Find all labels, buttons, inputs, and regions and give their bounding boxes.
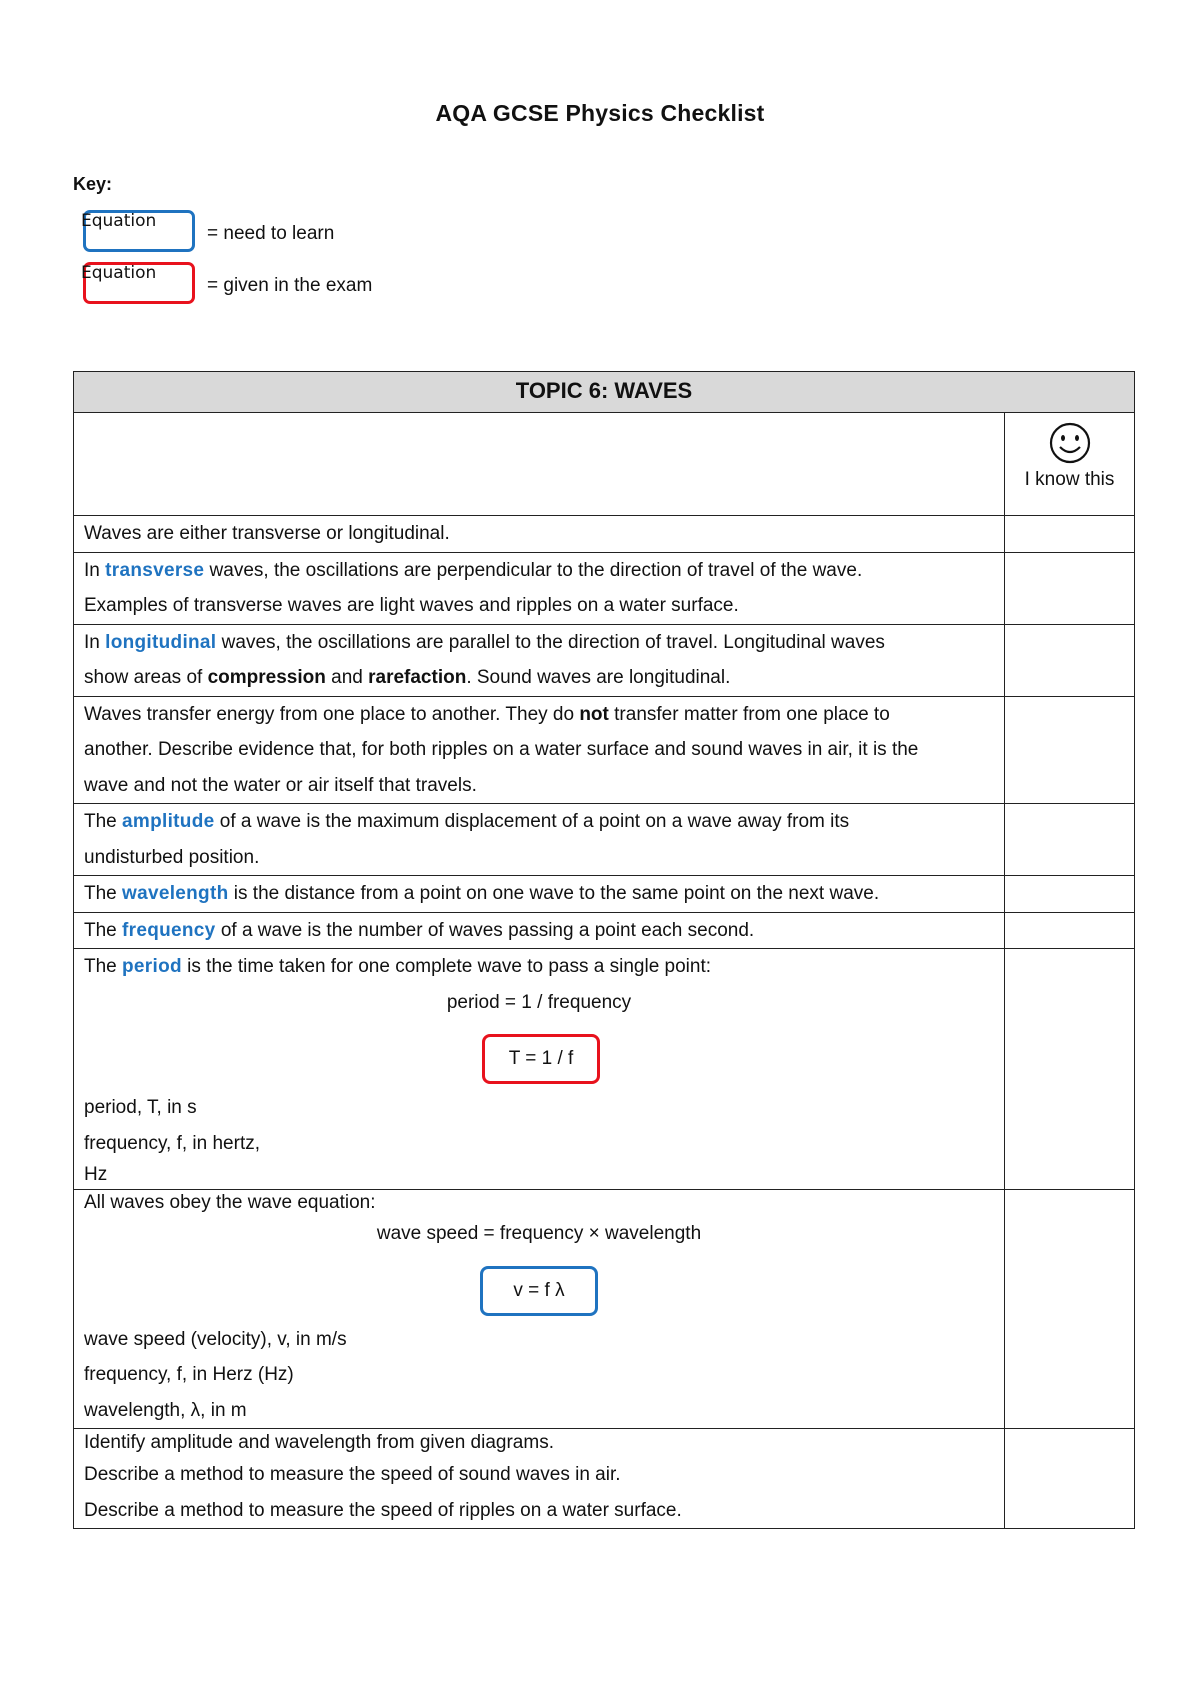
statement-line <box>84 660 994 696</box>
topic-title: TOPIC 6: WAVES <box>74 372 1135 413</box>
checklist-row <box>74 624 1135 696</box>
tick-checkbox-cell[interactable] <box>1005 516 1135 553</box>
checklist-row <box>74 1190 1135 1429</box>
text: In <box>84 559 106 581</box>
text: of a wave is the number of waves passing a point each second. <box>215 919 755 941</box>
key-box-label: Equation <box>81 263 157 283</box>
statement-line <box>84 804 994 840</box>
text: waves, the oscillations are perpendicular to the direction of travel of the wave. <box>204 559 863 581</box>
text: is the distance from a point on one wave to the same point on the next wave. <box>228 883 880 904</box>
tick-checkbox-cell[interactable] <box>1005 552 1135 624</box>
key-term: period <box>122 956 182 977</box>
statement-line: All waves obey the wave equation: <box>84 1192 376 1213</box>
text: The <box>84 811 123 832</box>
statement-cell <box>74 912 1005 949</box>
bold-term: rarefaction <box>368 667 467 688</box>
tick-checkbox-cell[interactable] <box>1005 876 1135 913</box>
tick-checkbox-cell[interactable] <box>1005 624 1135 696</box>
tick-checkbox-cell[interactable] <box>1005 1429 1135 1529</box>
statement-line <box>84 876 994 912</box>
unit-line: wavelength, λ, in m <box>84 1399 247 1421</box>
key-item-need-to-learn <box>83 210 483 256</box>
text: In <box>84 631 106 653</box>
text: The <box>84 919 123 941</box>
key-term: transverse <box>105 559 205 581</box>
unit-line: frequency, f, in hertz, <box>84 1132 261 1154</box>
checklist-row <box>74 876 1135 913</box>
key-term: frequency <box>122 919 216 941</box>
key-description: = need to learn <box>207 223 335 244</box>
statement-cell <box>74 876 1005 913</box>
smiley-icon <box>1048 421 1092 465</box>
statement-cell <box>74 624 1005 696</box>
key-item-given-in-exam <box>83 262 483 308</box>
statement-line: another. Describe evidence that, for both ripples on a water surface and sound waves in air, it is the <box>84 739 919 760</box>
statement-line <box>84 625 994 661</box>
statement-line: wave and not the water or air itself that travels. <box>84 774 477 796</box>
statement-header-cell <box>74 413 1005 516</box>
column-header-row <box>74 413 1135 516</box>
key-description: = given in the exam <box>207 275 373 296</box>
statement-line: Describe a method to measure the speed of sound waves in air. <box>84 1464 621 1485</box>
statement-cell <box>74 516 1005 553</box>
equation-box-given: T = 1 / f <box>482 1034 600 1084</box>
checklist-row <box>74 912 1135 949</box>
key-term: wavelength <box>122 883 229 904</box>
statement-line: undisturbed position. <box>84 846 260 868</box>
statement-cell <box>74 552 1005 624</box>
key-box-label: Equation <box>81 211 157 231</box>
equation-container <box>84 1252 994 1322</box>
text: of a wave is the maximum displacement of a point on a wave away from its <box>214 811 850 832</box>
checklist-row <box>74 516 1135 553</box>
key-term: longitudinal <box>105 631 217 653</box>
bold-term: compression <box>207 667 326 688</box>
statement-line: Examples of transverse waves are light waves and ripples on a water surface. <box>84 595 739 616</box>
unit-line: Hz <box>84 1164 108 1185</box>
checklist-row <box>74 1429 1135 1529</box>
topic-header-row <box>74 372 1135 413</box>
unit-line: wave speed (velocity), v, in m/s <box>84 1328 347 1350</box>
statement-cell <box>74 1190 1005 1429</box>
tick-checkbox-cell[interactable] <box>1005 949 1135 1190</box>
key-term: amplitude <box>122 811 215 832</box>
i-know-this-label: I know this <box>1024 469 1115 490</box>
text: is the time taken for one complete wave to pass a single point: <box>181 956 712 977</box>
statement-cell <box>74 804 1005 876</box>
text: The <box>84 956 123 977</box>
tick-header-cell <box>1005 413 1135 516</box>
text: and <box>325 667 369 688</box>
equation-container <box>84 1020 994 1090</box>
tick-checkbox-cell[interactable] <box>1005 1190 1135 1429</box>
statement-line <box>84 949 994 985</box>
page-title: AQA GCSE Physics Checklist <box>435 100 765 126</box>
checklist-row <box>74 696 1135 804</box>
equation-box-learn: v = f λ <box>480 1266 598 1316</box>
statement-cell <box>74 696 1005 804</box>
bold-term: not <box>579 703 609 725</box>
tick-checkbox-cell[interactable] <box>1005 696 1135 804</box>
tick-checkbox-cell[interactable] <box>1005 804 1135 876</box>
statement-text: Waves are either transverse or longitudinal. <box>84 523 450 544</box>
checklist-row <box>74 552 1135 624</box>
checklist-row <box>74 804 1135 876</box>
unit-line: frequency, f, in Herz (Hz) <box>84 1364 294 1385</box>
key-heading: Key: <box>73 174 113 194</box>
statement-line <box>84 697 994 733</box>
text: transfer matter from one place to <box>608 703 890 725</box>
statement-line <box>84 913 994 949</box>
word-equation: wave speed = frequency × wavelength <box>376 1223 702 1244</box>
statement-line <box>84 553 994 589</box>
text: Waves transfer energy from one place to another. They do <box>84 703 580 725</box>
tick-checkbox-cell[interactable] <box>1005 912 1135 949</box>
unit-line: period, T, in s <box>84 1097 197 1118</box>
checklist-table <box>73 371 1135 1529</box>
statement-line: Describe a method to measure the speed of ripples on a water surface. <box>84 1499 682 1521</box>
text: The <box>84 883 123 904</box>
text: waves, the oscillations are parallel to the direction of travel. Longitudinal waves <box>216 631 885 653</box>
statement-line: Identify amplitude and wavelength from given diagrams. <box>84 1432 554 1453</box>
text: . Sound waves are longitudinal. <box>466 667 731 688</box>
text: show areas of <box>84 667 208 688</box>
statement-cell <box>74 949 1005 1190</box>
statement-cell <box>74 1429 1005 1529</box>
word-equation: period = 1 / frequency <box>446 991 632 1013</box>
checklist-row <box>74 949 1135 1190</box>
